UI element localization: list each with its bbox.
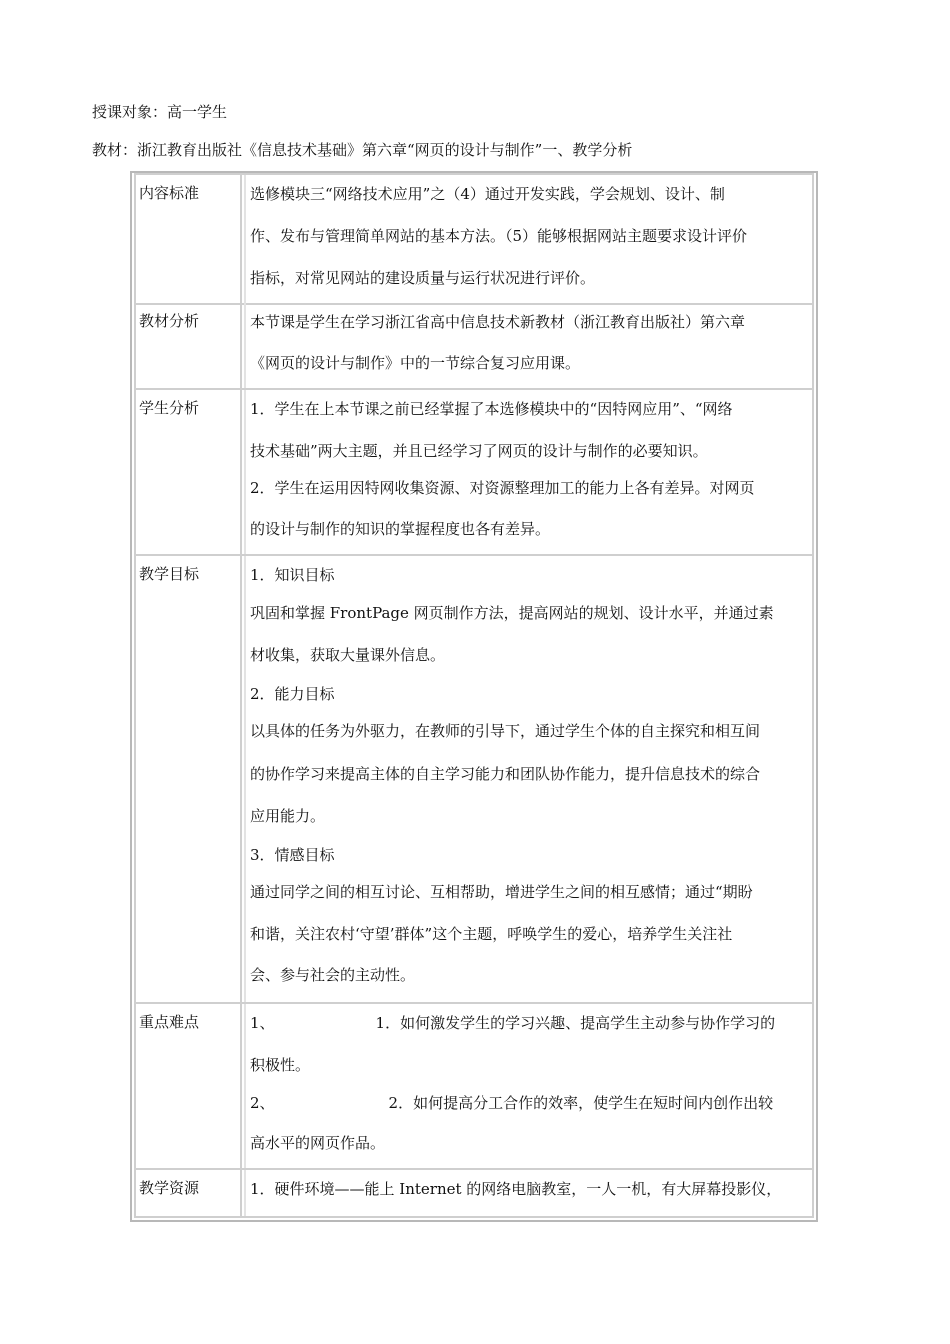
list-text: 1．如何激发学生的学习兴趣、提高学生主动参与协作学习的 <box>375 1014 776 1032</box>
content-line: 3．情感目标 <box>250 846 335 864</box>
row-content <box>244 1170 812 1216</box>
textbook-line: 教材：浙江教育出版社《信息技术基础》第六章“网页的设计与制作”一、教学分析 <box>92 141 633 159</box>
audience-line: 授课对象：高一学生 <box>92 103 228 121</box>
content-line: 作、发布与管理简单网站的基本方法。（5）能够根据网站主题要求设计评价 <box>250 227 748 245</box>
table-row <box>134 1170 814 1218</box>
list-number: 1、 <box>250 1014 275 1032</box>
content-line: 巩固和掌握 FrontPage 网页制作方法，提高网站的规划、设计水平，并通过素 <box>250 604 774 622</box>
content-line: 指标，对常见网站的建设质量与运行状况进行评价。 <box>250 269 596 287</box>
table-row <box>134 1004 814 1170</box>
content-line: 1．学生在上本节课之前已经掌握了本选修模块中的“因特网应用”、“网络 <box>250 400 733 418</box>
content-line: 1．知识目标 <box>250 566 335 584</box>
list-number: 2、 <box>250 1094 275 1112</box>
content-line: 会、参与社会的主动性。 <box>250 966 416 984</box>
row-label: 重点难点 <box>136 1004 242 1168</box>
content-line: 的设计与制作的知识的掌握程度也各有差异。 <box>250 520 551 538</box>
content-line: 选修模块三“网络技术应用”之（4）通过开发实践，学会规划、设计、制 <box>250 185 725 203</box>
content-line: 2．学生在运用因特网收集资源、对资源整理加工的能力上各有差异。对网页 <box>250 479 755 497</box>
content-line: 技术基础”两大主题，并且已经学习了网页的设计与制作的必要知识。 <box>250 442 708 460</box>
content-line: 应用能力。 <box>250 807 326 825</box>
list-text: 2．如何提高分工合作的效率，使学生在短时间内创作出较 <box>388 1094 774 1112</box>
content-line: 材收集，获取大量课外信息。 <box>250 646 446 664</box>
row-content <box>244 556 812 1002</box>
content-line <box>250 1013 775 1033</box>
table-row <box>134 173 814 305</box>
content-line: 的协作学习来提高主体的自主学习能力和团队协作能力，提升信息技术的综合 <box>250 765 761 783</box>
content-line: 积极性。 <box>250 1056 311 1074</box>
content-line: 本节课是学生在学习浙江省高中信息技术新教材（浙江教育出版社）第六章 <box>250 313 746 331</box>
row-content <box>244 303 812 388</box>
row-content <box>244 1004 812 1168</box>
content-line <box>250 1093 773 1113</box>
row-label: 内容标准 <box>136 175 242 303</box>
row-label: 学生分析 <box>136 390 242 554</box>
row-content <box>244 390 812 554</box>
row-content <box>244 175 812 303</box>
table-row <box>134 390 814 556</box>
content-line: 2．能力目标 <box>250 685 335 703</box>
row-label: 教材分析 <box>136 303 242 388</box>
content-line: 通过同学之间的相互讨论、互相帮助，增进学生之间的相互感情；通过“期盼 <box>250 883 753 901</box>
content-line: 1．硬件环境——能上 Internet 的网络电脑教室，一人一机，有大屏幕投影仪， <box>250 1180 782 1198</box>
table-row <box>134 556 814 1004</box>
row-label: 教学目标 <box>136 556 242 1002</box>
table-row <box>134 303 814 390</box>
content-line: 以具体的任务为外驱力，在教师的引导下，通过学生个体的自主探究和相互间 <box>250 722 761 740</box>
content-line: 高水平的网页作品。 <box>250 1134 386 1152</box>
content-line: 《网页的设计与制作》中的一节综合复习应用课。 <box>250 354 581 372</box>
analysis-table <box>130 171 818 1222</box>
content-line: 和谐，关注农村‘守望’群体”这个主题，呼唤学生的爱心，培养学生关注社 <box>250 925 733 943</box>
row-label: 教学资源 <box>136 1170 242 1216</box>
